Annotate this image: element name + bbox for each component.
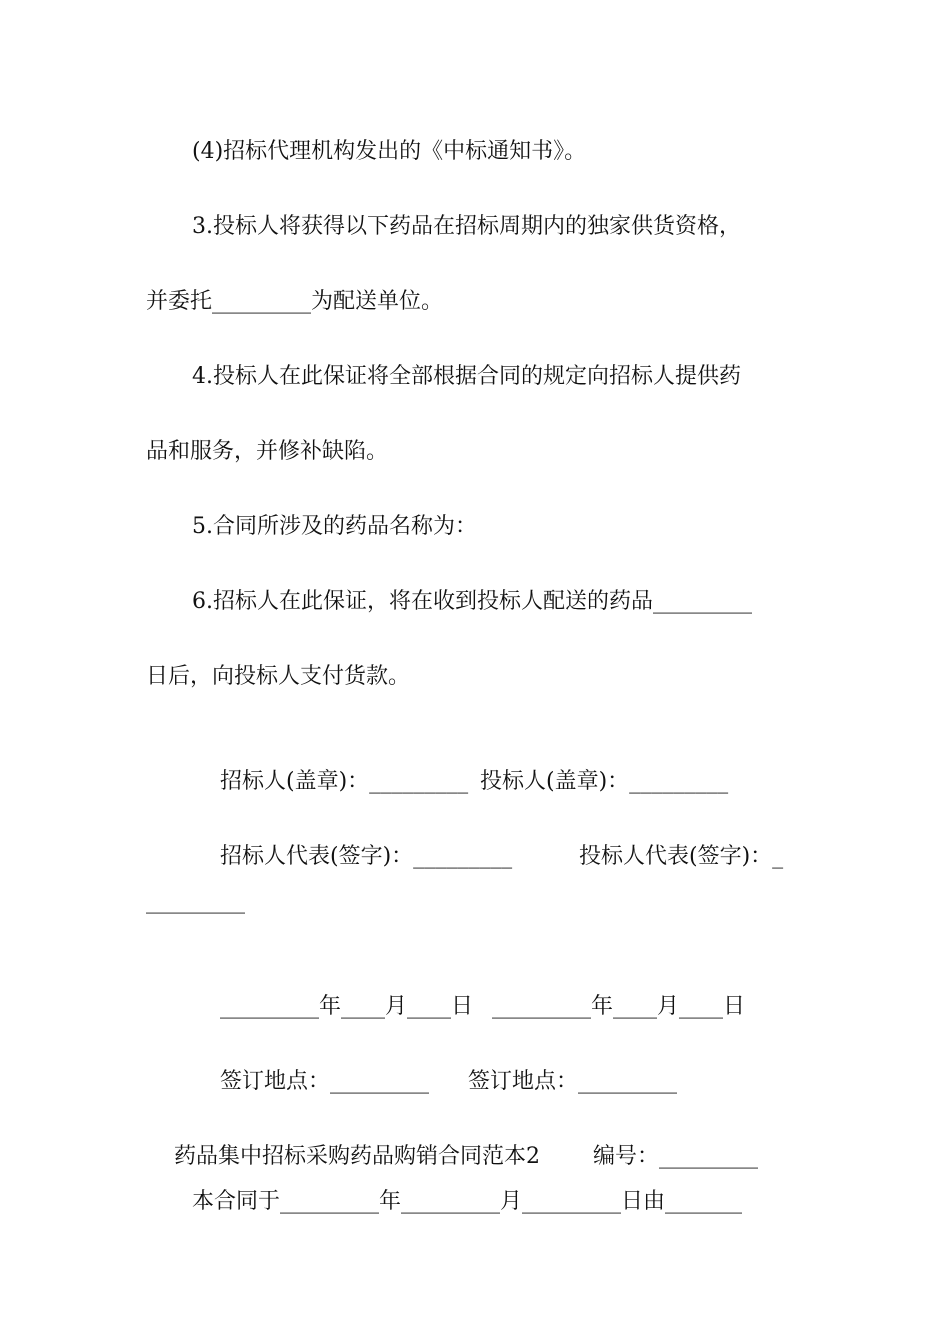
contract2-intro: 本合同于_________年_________月_________日由_______ xyxy=(192,1189,743,1214)
clause-5: 5.合同所涉及的药品名称为： xyxy=(192,514,477,539)
tenderer-place: 签订地点：_________ xyxy=(219,1069,429,1094)
clause-4-line2: 品和服务，并修补缺陷。 xyxy=(146,439,389,464)
bidder-place: 签订地点：_________ xyxy=(468,1069,678,1094)
clause-3-line1: 3.投标人将获得以下药品在招标周期内的独家供货资格， xyxy=(192,214,741,239)
contract2-number: 编号：_________ xyxy=(593,1144,759,1169)
representative-continuation: _________ xyxy=(146,889,245,914)
bidder-representative: 投标人代表(签字)：_ xyxy=(579,844,784,869)
bidder-date: _________年____月____日 xyxy=(492,994,746,1019)
tenderer-representative: 招标人代表(签字)：_________ xyxy=(219,844,513,869)
clause-6-line1: 6.招标人在此保证，将在收到投标人配送的药品_________ xyxy=(192,589,752,614)
clause-4-4: (4)招标代理机构发出的《中标通知书》。 xyxy=(192,139,587,164)
clause-4-line1: 4.投标人在此保证将全部根据合同的规定向招标人提供药 xyxy=(192,364,741,389)
contract2-title: 药品集中招标采购药品购销合同范本2 xyxy=(173,1144,540,1169)
tenderer-date: _________年____月____日 xyxy=(219,994,473,1019)
clause-6-line2: 日后，向投标人支付货款。 xyxy=(146,664,411,689)
tenderer-seal: 招标人(盖章)：_________ xyxy=(219,769,469,794)
bidder-seal: 投标人(盖章)：_________ xyxy=(480,769,729,794)
clause-3-line2: 并委托_________为配送单位。 xyxy=(146,289,444,314)
